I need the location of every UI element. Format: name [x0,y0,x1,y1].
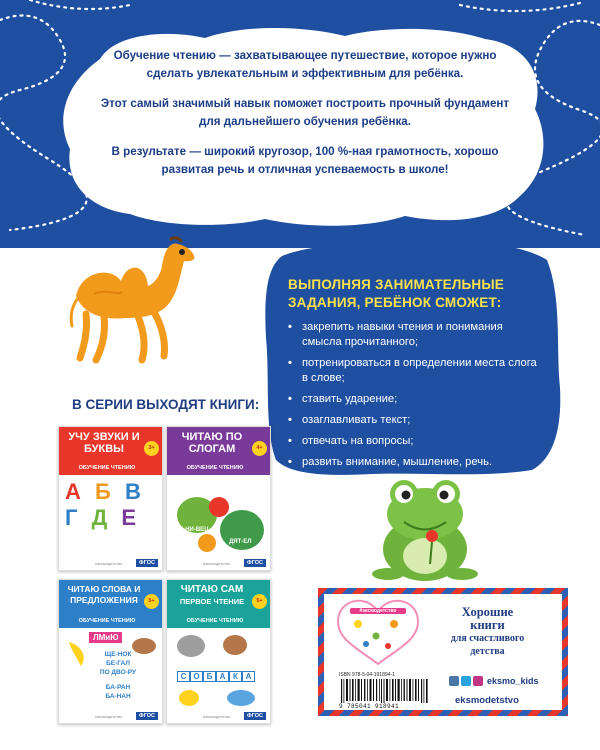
syllable-line: БА-НАН [105,693,131,700]
book-title-secondary: ПЕРВОЕ ЧТЕНИЕ [179,597,245,606]
list-item [288,392,543,407]
list-item [288,434,543,449]
series-title: В СЕРИИ ВЫХОДЯТ КНИГИ: [72,397,260,412]
mail-title-line: книги [470,618,505,632]
camel-illustration [66,236,206,366]
social-links [449,676,564,690]
syllable-label: ОБЕ-ЗЬ-Я [173,487,203,493]
syllable-lines [87,650,149,701]
book-title: УЧУ ЗВУКИ И БУКВЫ [68,431,140,455]
publisher-label: #эксмодетство [203,561,231,566]
task-text: потренироваться в определении места слога в слове; [302,357,537,384]
bullet-mark: • [288,435,292,447]
list-item [288,455,543,470]
syllable-line: ПО ДВО-РУ [99,669,137,676]
social-handle[interactable]: eksmo_kids [487,676,539,686]
bullet-mark: • [288,393,292,405]
book-cover-syllables[interactable] [166,426,271,571]
letter-tile: С [177,671,190,682]
isbn-label: ISBN 978-5-04-191894-1 [339,672,395,678]
letter: Д [91,505,108,530]
banana-icon [63,638,89,668]
task-text: закрепить навыки чтения и понимания смысла прочитанного; [302,321,503,348]
task-text: развить внимание, мышление, речь. [302,456,493,468]
book-title: ЧИТАЮ СЛОВА И ПРЕДЛОЖЕНИЯ [67,584,141,605]
book-cover-sounds-letters[interactable] [58,426,163,571]
hashtag-label: #эксмодетство [350,608,406,614]
syllable-label: ДЯТ-ЕЛ [229,539,252,545]
dog-icon [129,632,159,656]
list-item [288,413,543,428]
book-title: ЧИТАЮ ПО СЛОГАМ [181,431,243,455]
age-badge: 4+ [252,441,267,456]
mail-title-line: для счастливого [450,633,525,644]
book-cover-read-myself[interactable] [166,579,271,724]
book-title: ЧИТАЮ САМ [180,584,244,595]
book-subtitle: ОБУЧЕНИЕ ЧТЕНИЮ [186,618,244,624]
telegram-icon[interactable] [461,676,471,686]
bee-and-fish-icon [175,684,263,712]
barcode-number: 9 785041 918941 [339,703,400,710]
letter: Г [65,505,78,530]
letter: В [124,479,141,504]
fgos-badge: ФГОС [244,712,266,720]
site-link[interactable]: eksmodetstvo [455,695,519,706]
letter: Е [121,505,137,530]
book-subtitle: ОБУЧЕНИЕ ЧТЕНИЮ [186,465,244,471]
publisher-label: #эксмодетство [95,561,123,566]
letters-grid [65,479,157,531]
book-subtitle: ОБУЧЕНИЕ ЧТЕНИЮ [78,618,136,624]
intro-text [95,47,515,191]
book-cover-words-sentences[interactable] [58,579,163,724]
mail-title-line: детства [470,646,505,657]
publisher-label: #эксмодетство [203,714,231,719]
letter: Б [95,479,111,504]
list-item [288,320,543,350]
bullet-mark: • [288,321,292,333]
tasks-title: ВЫПОЛНЯЯ ЗАНИМАТЕЛЬНЫЕ ЗАДАНИЯ, РЕБЁНОК СМОЖЕТ: [288,277,504,310]
age-badge: 5+ [252,594,267,609]
age-badge: 3+ [144,441,159,456]
bullet-mark: • [288,357,292,369]
tasks-list [288,320,543,476]
task-text: отвечать на вопросы; [302,435,414,447]
book-badge: ЛМиЮ [89,632,122,643]
fgos-badge: ФГОС [136,559,158,567]
syllable-line: ЩЕ-НОК [104,651,132,658]
letter: А [65,479,81,504]
task-text: ставить ударение; [302,393,398,405]
list-item [288,356,543,386]
fgos-badge: ФГОС [244,559,266,567]
fgos-badge: ФГОС [136,712,158,720]
letter-tile: О [190,671,203,682]
vk-icon[interactable] [449,676,459,686]
bullet-mark: • [288,414,292,426]
mail-title-line: Хорошие [461,605,514,619]
intro-paragraph: В результате — широкий кругозор, 100 %-ная грамотность, хорошо развитая речь и отличная успеваемость в школе! [111,145,499,176]
instagram-icon[interactable] [473,676,483,686]
intro-paragraph: Этот самый значимый навык поможет построить прочный фундамент для дальнейшего обучения ребёнка. [100,97,510,128]
letter-tile: А [216,671,229,682]
letter-tile: Б [203,671,216,682]
publisher-label: #эксмодетство [95,714,123,719]
letter-tile: К [229,671,242,682]
book-subtitle: ОБУЧЕНИЕ ЧТЕНИЮ [78,465,136,471]
barcode-icon [339,679,431,703]
syllable-label: ЛЕ-НИ-ВЕЦ [175,527,209,533]
letter-tile: А [242,671,255,682]
animals-icon [173,630,263,660]
age-badge: 5+ [144,594,159,609]
task-text: озаглавливать текст; [302,414,411,426]
syllable-line: БА-РАН [105,684,131,691]
intro-paragraph: Обучение чтению — захватывающее путешествие, которое нужно сделать увлекательным и эффективным для ребёнка. [113,49,497,80]
word-tiles [177,666,261,684]
mail-title [430,606,545,658]
bullet-mark: • [288,456,292,468]
frog-illustration [370,474,480,586]
syllable-line: БЕ-ГАЛ [106,660,130,667]
